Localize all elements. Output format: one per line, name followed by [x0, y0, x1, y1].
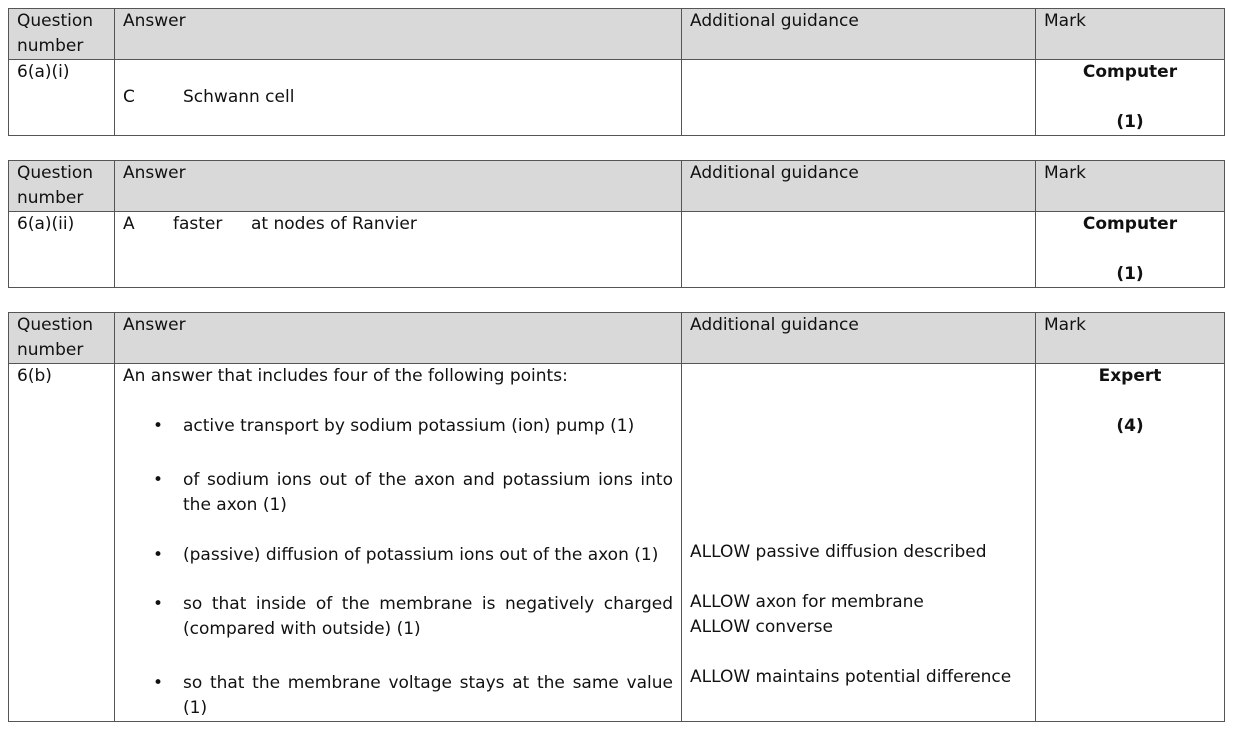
answer-cell [115, 212, 682, 288]
header-question-number: Question number [9, 161, 115, 212]
table-row [9, 60, 1225, 136]
mark-value: (1) [1116, 264, 1144, 284]
mark-cell [1036, 364, 1225, 722]
mark-type: Computer [1082, 214, 1178, 234]
bullet-icon: • [153, 673, 164, 693]
answer-word-2: at nodes of Ranvier [251, 214, 417, 234]
answer-cell [115, 60, 682, 136]
bullet-icon: • [153, 416, 164, 436]
header-answer: Answer [115, 161, 682, 212]
table-row [9, 364, 1225, 722]
table-header-row [9, 313, 1225, 364]
answer-points-list [123, 414, 673, 721]
mark-value: (4) [1116, 416, 1144, 436]
guidance-text: ALLOW axon for membrane [690, 592, 924, 612]
point-text: so that the membrane voltage stays at the same value (1) [183, 673, 673, 718]
mark-value: (1) [1116, 112, 1144, 132]
answer-letter: A [123, 214, 135, 234]
mark-type: Expert [1098, 366, 1162, 386]
guidance-cell [682, 212, 1036, 288]
list-item [123, 414, 673, 439]
header-additional-guidance: Additional guidance [682, 9, 1036, 60]
list-item [123, 592, 673, 642]
answer-letter: C [123, 87, 135, 107]
answer-word-1: faster [173, 214, 223, 234]
mark-cell [1036, 212, 1225, 288]
point-text: (passive) diffusion of potassium ions out of the axon (1) [183, 545, 659, 565]
mark-cell [1036, 60, 1225, 136]
point-text: so that inside of the membrane is negatively charged (compared with outside) (1) [183, 594, 673, 639]
mark-scheme-table-6aii [8, 160, 1225, 288]
bullet-icon: • [153, 594, 164, 614]
guidance-text: ALLOW maintains potential difference [690, 667, 1012, 687]
guidance-cell [682, 60, 1036, 136]
header-additional-guidance: Additional guidance [682, 161, 1036, 212]
list-item [123, 543, 673, 568]
mark-type: Computer [1082, 62, 1178, 82]
table-header-row [9, 9, 1225, 60]
header-answer: Answer [115, 313, 682, 364]
question-number: 6(b) [9, 364, 115, 722]
header-question-number: Question number [9, 313, 115, 364]
answer-text: Schwann cell [183, 87, 295, 107]
mark-scheme-table-6ai [8, 8, 1225, 136]
header-answer: Answer [115, 9, 682, 60]
header-question-number: Question number [9, 9, 115, 60]
guidance-text: ALLOW converse [690, 617, 833, 637]
answer-cell [115, 364, 682, 722]
guidance-cell [682, 364, 1036, 722]
bullet-icon: • [153, 470, 164, 490]
header-mark: Mark [1036, 313, 1225, 364]
mark-scheme-table-6b [8, 312, 1225, 722]
table-header-row [9, 161, 1225, 212]
list-item [123, 468, 673, 518]
point-text: active transport by sodium potassium (ion) pump (1) [183, 416, 635, 436]
header-mark: Mark [1036, 9, 1225, 60]
point-text: of sodium ions out of the axon and potassium ions into the axon (1) [183, 470, 673, 515]
header-mark: Mark [1036, 161, 1225, 212]
bullet-icon: • [153, 545, 164, 565]
header-additional-guidance: Additional guidance [682, 313, 1036, 364]
question-number: 6(a)(i) [9, 60, 115, 136]
guidance-text: ALLOW passive diffusion described [690, 542, 987, 562]
table-row [9, 212, 1225, 288]
list-item [123, 671, 673, 721]
answer-intro: An answer that includes four of the following points: [123, 366, 568, 386]
question-number: 6(a)(ii) [9, 212, 115, 288]
